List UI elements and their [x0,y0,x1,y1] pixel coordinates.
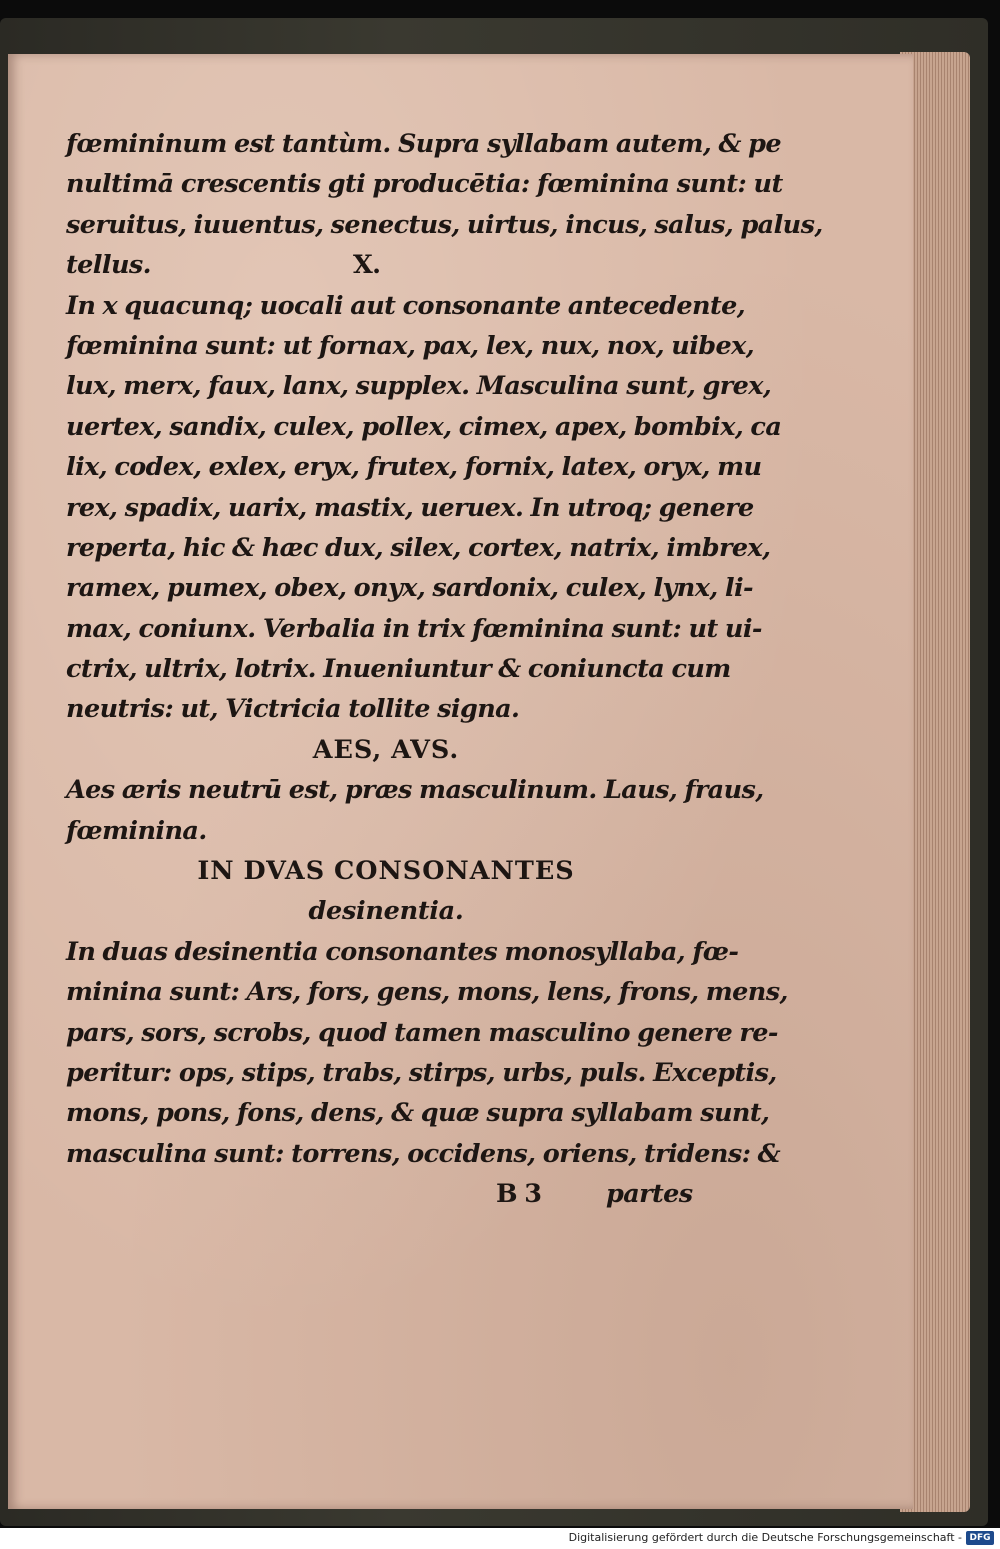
text-line: fœminina. [66,815,207,846]
text-line [66,245,706,285]
signature-mark: B 3 [496,1179,542,1210]
funding-credit: Digitalisierung gefördert durch die Deutsche Forschungsgemeinschaft - [568,1531,962,1544]
page-text [66,124,823,1215]
text-line: pars, sors, scrobs, quod tamen masculino genere re- [66,1017,778,1048]
text-line: minina sunt: Ars, fors, gens, mons, lens, frons, mens, [66,977,788,1008]
text-line: reperta, hic & hæc dux, silex, cortex, natrix, imbrex, [66,532,771,563]
text-line: ramex, pumex, obex, onyx, sardonix, culex, lynx, li- [66,573,754,604]
text-line: uertex, sandix, culex, pollex, cimex, apex, bombix, ca [66,411,782,442]
section-heading-duas: IN DVAS CONSONANTES [197,856,575,887]
book-page [8,54,913,1509]
text-line: Aes æris neutrū est, præs masculinum. Laus, fraus, [66,775,764,806]
text-line: peritur: ops, stips, trabs, stirps, urbs, puls. Exceptis, [66,1057,777,1088]
tellus-word: tellus. [66,250,151,281]
text-line: masculina sunt: torrens, occidens, oriens, tridens: & [66,1138,781,1169]
text-line: seruitus, iuuentus, senectus, uirtus, incus, salus, palus, [66,209,823,240]
text-line: fœminina sunt: ut fornax, pax, lex, nux, nox, uibex, [66,330,755,361]
section-heading-x: X. [353,250,381,281]
text-line: rex, spadix, uarix, mastix, ueruex. In utroq; genere [66,492,754,523]
signature-line [66,1174,706,1214]
text-line: ctrix, ultrix, lotrix. Inueniuntur & coniuncta cum [66,654,731,685]
footer-bar [0,1528,1000,1549]
text-line: neutris: ut, Victricia tollite signa. [66,694,520,725]
section-heading-aes: AES, AVS. [312,734,460,765]
section-subheading-desinentia: desinentia. [308,896,464,927]
text-line: mons, pons, fons, dens, & quæ supra syllabam sunt, [66,1098,770,1129]
text-line: lix, codex, exlex, eryx, frutex, fornix, latex, oryx, mu [66,452,762,483]
text-line: fœmininum est tantùm. Supra syllabam autem, & pe [66,129,782,159]
dfg-logo-icon: DFG [966,1531,994,1545]
text-line: max, coniunx. Verbalia in trix fœminina sunt: ut ui- [66,613,762,644]
catchword: partes [606,1179,693,1210]
text-line: nultimā crescentis gti producētia: fœminina sunt: ut [66,169,783,200]
text-line: lux, merx, faux, lanx, supplex. Masculina sunt, grex, [66,371,772,402]
text-line: In x quacunq; uocali aut consonante antecedente, [66,290,746,321]
text-line: In duas desinentia consonantes monosyllaba, fœ- [66,936,739,967]
